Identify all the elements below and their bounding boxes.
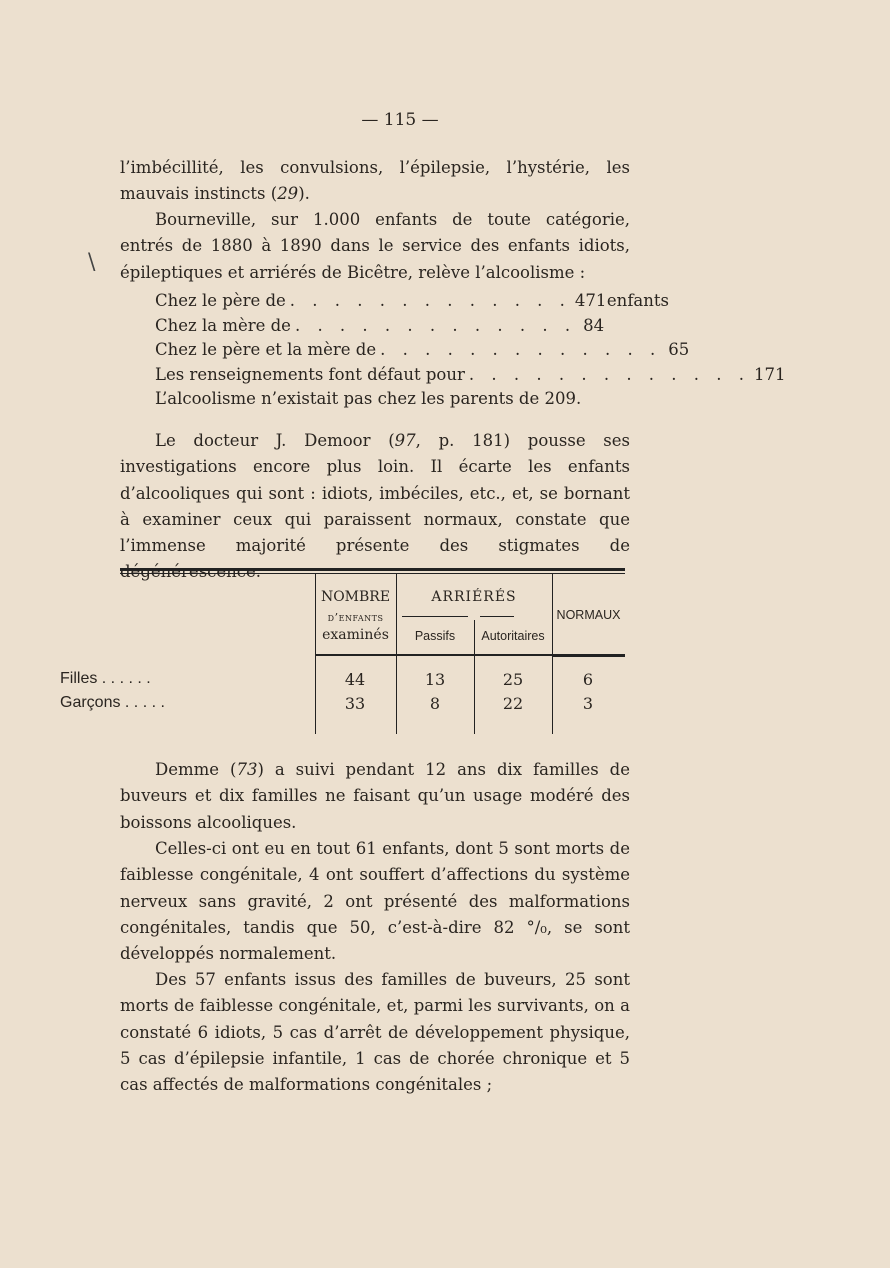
list-item bbox=[155, 289, 669, 314]
header-examines: examinés bbox=[322, 627, 389, 643]
list-item-value: 171 bbox=[754, 364, 786, 384]
list-item-value: 84 bbox=[583, 315, 605, 335]
list-last-line: L’alcoolisme n’existait pas chez les parents de 209. bbox=[155, 389, 582, 409]
header-rule bbox=[397, 654, 474, 656]
list-item bbox=[155, 314, 635, 339]
leader-dots: . . . . . . . . . . . . . bbox=[289, 291, 571, 310]
paragraph-4-rest: ) a suivi pendant 12 ans dix familles de buveurs et dix familles ne faisant qu’un usage modéré des boissons alcooliques. bbox=[120, 760, 630, 832]
paragraph-3-rest: , p. 181) pousse ses investigations encore plus loin. Il écarte les enfants d’alcooliques qui sont : idiots, imbéciles, etc., et, se bornant à examiner ceux qui paraissent normaux, constate que l’immense majorité présente des stigmates de dégénérescence. bbox=[120, 431, 630, 582]
citation-ref: 73 bbox=[236, 760, 258, 779]
paragraph-6: Des 57 enfants issus des familles de buveurs, 25 sont morts de faiblesse congénitale, et, parmi les survivants, on a constaté 6 idiots, 5 cas d’arrêt de développement physique, 5 cas d’épilepsie infantile, 1 cas de chorée chronique et 5 cas affectés de malformations congénitales ; bbox=[120, 970, 630, 1095]
header-passifs: Passifs bbox=[414, 629, 456, 643]
table-top-rule-thin bbox=[120, 573, 625, 574]
header-rule bbox=[475, 654, 552, 656]
paragraph-3-text: Le docteur J. Demoor ( bbox=[155, 431, 395, 450]
cell-normaux: 6 bbox=[582, 670, 594, 689]
group-brace bbox=[402, 616, 468, 617]
paragraph-1 bbox=[120, 155, 630, 208]
list-item-label: Chez la mère de bbox=[155, 315, 291, 335]
paragraph-4 bbox=[120, 757, 630, 836]
header-rule bbox=[316, 654, 396, 656]
list-item bbox=[155, 338, 690, 363]
table-top-rule bbox=[120, 568, 625, 571]
header-normaux: NORMAUX bbox=[556, 608, 621, 622]
leader-dots: . . . . . . . . . . . . . bbox=[468, 364, 751, 384]
cell-autoritaires: 25 bbox=[502, 670, 524, 689]
row-label: Garçons . . . . . bbox=[60, 694, 165, 711]
cell-count: 44 bbox=[344, 670, 366, 689]
header-nombre: NOMBRE bbox=[320, 589, 391, 605]
header-autoritaires: Autoritaires bbox=[481, 629, 545, 643]
cell-count: 33 bbox=[344, 694, 366, 713]
paragraph-1-end: ). bbox=[298, 184, 310, 204]
list-item-label: Les renseignements font défaut pour bbox=[155, 364, 465, 384]
list-item-label: Chez le père et la mère de bbox=[155, 340, 377, 360]
cell-autoritaires: 22 bbox=[502, 694, 524, 713]
cell-passifs: 8 bbox=[429, 694, 441, 713]
paragraph-5: Celles-ci ont eu en tout 61 enfants, dont 5 sont morts de faiblesse congénitale, 4 ont souffert d’affections du système nerveux sans gravité, 2 ont présenté des malformations congénitales, tandis que 50, c’est-à-dire 82 °/₀, se sont développés normalement. bbox=[120, 839, 630, 964]
list-item-unit bbox=[689, 338, 801, 363]
citation-ref: 97 bbox=[394, 431, 416, 450]
citation-ref: 29 bbox=[277, 184, 299, 204]
results-table bbox=[60, 568, 625, 736]
header-arrieres: ARRIÉRÉS bbox=[431, 589, 517, 605]
header-rule bbox=[553, 654, 625, 657]
cell-normaux: 3 bbox=[582, 694, 594, 713]
list-item-unit bbox=[604, 314, 716, 339]
list-item-value: 65 bbox=[668, 340, 690, 360]
paragraph-3 bbox=[120, 428, 630, 586]
list-item-unit: enfants bbox=[606, 291, 669, 310]
header-enfants: d’enfants bbox=[327, 610, 384, 624]
list-item-value: 471 bbox=[574, 291, 607, 310]
group-brace bbox=[480, 616, 514, 617]
paragraph-2: Bourneville, sur 1.000 enfants de toute catégorie, entrés de 1880 à 1890 dans le service des enfants idiots, épileptiques et arriérés de Bicêtre, relève l’alcoolisme : bbox=[120, 210, 630, 282]
list-item-unit bbox=[778, 363, 890, 388]
paragraph-1-text: l’imbécillité, les convulsions, l’épilepsie, l’hystérie, les mauvais instincts ( bbox=[120, 158, 630, 204]
leader-dots: . . . . . . . . . . . . . bbox=[380, 340, 662, 360]
margin-mark: \ bbox=[88, 250, 96, 275]
paragraph-4-text: Demme ( bbox=[155, 760, 237, 779]
cell-passifs: 13 bbox=[424, 670, 446, 689]
leader-dots: . . . . . . . . . . . . . bbox=[294, 315, 577, 335]
row-label: Filles . . . . . . bbox=[60, 670, 151, 687]
list-item-label: Chez le père de bbox=[155, 291, 286, 310]
statistics-list bbox=[155, 289, 786, 412]
list-item bbox=[155, 363, 786, 388]
page-number: — 115 — bbox=[361, 110, 439, 130]
